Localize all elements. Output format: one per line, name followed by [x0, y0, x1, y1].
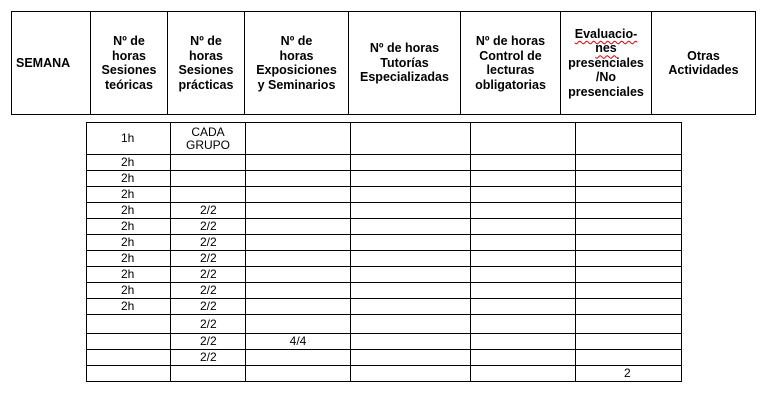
header-line: Nº de horas: [475, 34, 546, 48]
cell-sesiones-teoricas: [87, 219, 171, 235]
cell-lecturas: [471, 155, 576, 171]
cell-tutorias: [351, 171, 471, 187]
cell-text: 2h: [121, 219, 135, 233]
cell-evaluaciones: [576, 155, 682, 171]
table-row: [87, 334, 682, 350]
header-control-lecturas: [461, 12, 561, 115]
cell-evaluaciones: [576, 267, 682, 283]
header-line: Evaluacio-: [574, 26, 638, 41]
cell-sesiones-practicas: [171, 171, 246, 187]
cell-evaluaciones: [576, 350, 682, 366]
cell-tutorias: [351, 155, 471, 171]
header-line: /No: [595, 70, 617, 85]
cell-text: 2/2: [200, 334, 217, 348]
cell-lecturas: [471, 203, 576, 219]
cell-sesiones-practicas: [171, 350, 246, 366]
cell-sesiones-practicas: [171, 366, 246, 382]
cell-sesiones-teoricas: [87, 334, 171, 350]
cell-text: 2/2: [200, 219, 217, 233]
cell-sesiones-teoricas: [87, 235, 171, 251]
cell-text: 2h: [121, 187, 135, 201]
header-line: Nº de horas: [369, 41, 440, 56]
cell-lecturas: [471, 187, 576, 203]
cell-lecturas: [471, 283, 576, 299]
cell-exposiciones: [246, 235, 351, 251]
table-row: [87, 123, 682, 155]
cell-exposiciones: [246, 283, 351, 299]
cell-sesiones-practicas: [171, 203, 246, 219]
cell-sesiones-practicas: [171, 123, 246, 155]
schedule-body: [87, 123, 682, 382]
header-line: Sesiones: [178, 63, 234, 77]
schedule-table: [86, 122, 682, 382]
cell-text: 2/2: [200, 299, 217, 313]
cell-text: 2/2: [200, 267, 217, 281]
cell-text: 2h: [121, 171, 135, 185]
cell-lecturas: [471, 299, 576, 315]
cell-sesiones-teoricas: [87, 203, 171, 219]
cell-evaluaciones: [576, 187, 682, 203]
header-line: presenciales: [568, 55, 644, 70]
header-line: prácticas: [178, 77, 234, 92]
cell-sesiones-practicas: [171, 283, 246, 299]
header-line: Exposiciones: [256, 63, 337, 77]
cell-tutorias: [351, 219, 471, 235]
cell-text: CADA: [191, 124, 225, 139]
header-evaluaciones: [561, 12, 652, 115]
cell-text: 2h: [121, 299, 135, 313]
cell-text: 2/2: [200, 251, 217, 265]
cell-evaluaciones: [576, 251, 682, 267]
header-line: lecturas: [486, 63, 535, 77]
cell-sesiones-teoricas: [87, 315, 171, 334]
cell-evaluaciones: [576, 171, 682, 187]
cell-evaluaciones: [576, 334, 682, 350]
header-semana-text: SEMANA: [16, 55, 71, 70]
cell-tutorias: [351, 315, 471, 334]
header-row: [12, 12, 756, 115]
cell-exposiciones: [246, 171, 351, 187]
table-row: [87, 187, 682, 203]
header-line: Especializadas: [360, 70, 449, 85]
cell-exposiciones: [246, 366, 351, 382]
cell-sesiones-practicas: [171, 334, 246, 350]
cell-tutorias: [351, 283, 471, 299]
cell-tutorias: [351, 251, 471, 267]
cell-sesiones-teoricas: [87, 267, 171, 283]
cell-text: 2/2: [200, 235, 217, 249]
cell-exposiciones: [246, 203, 351, 219]
header-line: obligatorias: [475, 77, 546, 92]
cell-text: 2/2: [200, 203, 217, 217]
table-row: [87, 219, 682, 235]
cell-evaluaciones: [576, 315, 682, 334]
cell-lecturas: [471, 366, 576, 382]
cell-exposiciones: [246, 334, 351, 350]
cell-tutorias: [351, 366, 471, 382]
cell-sesiones-practicas: [171, 299, 246, 315]
cell-sesiones-practicas: [171, 235, 246, 251]
cell-sesiones-practicas: [171, 315, 246, 334]
cell-evaluaciones: [576, 235, 682, 251]
cell-text: 1h: [121, 131, 135, 145]
cell-exposiciones: [246, 251, 351, 267]
header-tutorias-especializadas: [349, 12, 461, 115]
header-otras-actividades: [652, 12, 756, 115]
cell-lecturas: [471, 350, 576, 366]
cell-text: 2/2: [200, 316, 217, 331]
cell-evaluaciones: [576, 299, 682, 315]
table-row: [87, 251, 682, 267]
header-line: horas: [279, 48, 314, 63]
cell-sesiones-teoricas: [87, 123, 171, 155]
cell-sesiones-practicas: [171, 267, 246, 283]
cell-sesiones-teoricas: [87, 350, 171, 366]
table-row: [87, 299, 682, 315]
header-line: presenciales: [568, 84, 644, 99]
cell-evaluaciones: [576, 123, 682, 155]
header-line: Control de: [479, 48, 542, 63]
table-row: [87, 171, 682, 187]
cell-text: 2/2: [200, 283, 217, 297]
cell-text: 2h: [121, 267, 135, 281]
header-line: Tutorías: [380, 55, 429, 70]
cell-text: GRUPO: [185, 137, 230, 152]
cell-sesiones-teoricas: [87, 171, 171, 187]
cell-tutorias: [351, 235, 471, 251]
header-line: Sesiones: [101, 63, 157, 77]
header-line: Otras: [687, 48, 720, 63]
cell-text: 2h: [121, 251, 135, 265]
cell-sesiones-teoricas: [87, 299, 171, 315]
cell-exposiciones: [246, 315, 351, 334]
table-row: [87, 155, 682, 171]
cell-sesiones-teoricas: [87, 155, 171, 171]
cell-lecturas: [471, 235, 576, 251]
table-row: [87, 315, 682, 334]
cell-lecturas: [471, 219, 576, 235]
cell-exposiciones: [246, 267, 351, 283]
cell-tutorias: [351, 299, 471, 315]
cell-tutorias: [351, 123, 471, 155]
cell-tutorias: [351, 187, 471, 203]
cell-text: 4/4: [289, 334, 307, 348]
cell-evaluaciones: [576, 366, 682, 382]
header-line: y Seminarios: [257, 77, 336, 92]
cell-text: 2h: [121, 283, 135, 297]
cell-sesiones-practicas: [171, 251, 246, 267]
cell-exposiciones: [246, 123, 351, 155]
cell-sesiones-practicas: [171, 219, 246, 235]
cell-exposiciones: [246, 299, 351, 315]
cell-sesiones-practicas: [171, 155, 246, 171]
cell-sesiones-teoricas: [87, 187, 171, 203]
cell-sesiones-teoricas: [87, 366, 171, 382]
table-row: [87, 283, 682, 299]
cell-tutorias: [351, 334, 471, 350]
cell-exposiciones: [246, 350, 351, 366]
cell-lecturas: [471, 123, 576, 155]
cell-exposiciones: [246, 155, 351, 171]
cell-tutorias: [351, 203, 471, 219]
header-line: Nº de: [280, 34, 313, 48]
cell-text: 2h: [121, 203, 135, 217]
header-semana: [12, 12, 91, 115]
table-row: [87, 235, 682, 251]
cell-exposiciones: [246, 219, 351, 235]
header-sesiones-teoricas: [91, 12, 168, 115]
header-line: Nº de: [190, 34, 222, 48]
cell-lecturas: [471, 334, 576, 350]
table-row: [87, 350, 682, 366]
cell-sesiones-teoricas: [87, 251, 171, 267]
cell-evaluaciones: [576, 219, 682, 235]
cell-lecturas: [471, 251, 576, 267]
table-row: [87, 366, 682, 382]
cell-text: 2: [624, 366, 631, 380]
header-table: [11, 11, 756, 115]
cell-exposiciones: [246, 187, 351, 203]
cell-tutorias: [351, 350, 471, 366]
table-row: [87, 203, 682, 219]
header-line: Actividades: [668, 63, 739, 77]
header-exposiciones-seminarios: [245, 12, 349, 115]
cell-text: 2/2: [200, 350, 217, 364]
cell-lecturas: [471, 315, 576, 334]
header-line: horas: [111, 48, 147, 63]
cell-evaluaciones: [576, 283, 682, 299]
header-line: horas: [188, 48, 224, 63]
cell-evaluaciones: [576, 203, 682, 219]
cell-text: 2h: [121, 235, 135, 249]
cell-sesiones-teoricas: [87, 283, 171, 299]
cell-sesiones-practicas: [171, 187, 246, 203]
header-sesiones-practicas: [168, 12, 245, 115]
cell-tutorias: [351, 267, 471, 283]
cell-lecturas: [471, 267, 576, 283]
cell-text: 2h: [121, 155, 135, 169]
header-line: Nº de: [113, 34, 145, 48]
cell-lecturas: [471, 171, 576, 187]
header-line: teóricas: [105, 77, 153, 92]
table-row: [87, 267, 682, 283]
header-line: nes: [595, 41, 617, 56]
